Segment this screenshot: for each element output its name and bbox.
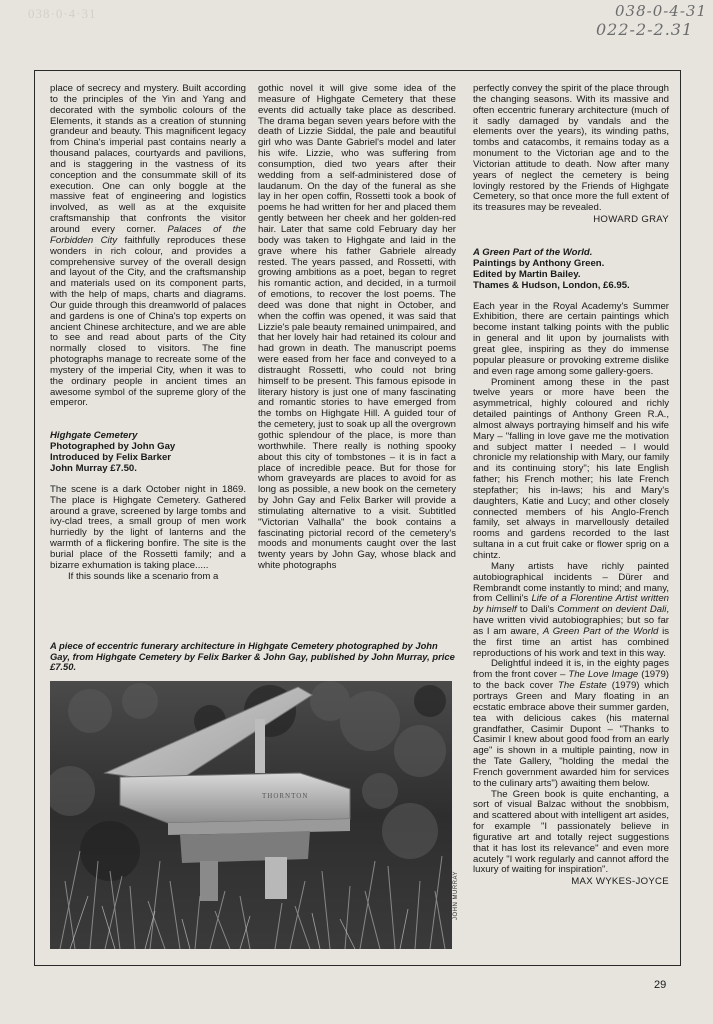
paragraph: If this sounds like a scenario from a [68,570,219,582]
book-title-italic: Comment on devient Dali [557,604,667,616]
text-run: to Dali's [519,604,555,616]
byline: HOWARD GRAY [593,214,669,226]
paragraph: Each year in the Royal Academy's Summer Exhibition, there are certain paintings which become instant talking points with the public in general and lit upon by journalists with great glee, inspiring as they do immense popular pleasure or provoking extreme dislike and even rage among some gallery-goers. [473,300,669,377]
text-run: (1979) which portrays Green and Mary floating in an ecstatic embrace above their summer garden, tea with delicious cakes (his maternal grandfather, Casimir Dupont – "Thanks to Casimir I knew about good food from an early age" is shown in a multiple painting, now in the Tate Gallery, "holding the medal the French government awarded him for services to the culinary arts") awaiting them below. [473,680,669,789]
page-number: 29 [654,979,667,991]
tomb-inscription: THORNTON [262,792,309,800]
review-book-title: A Green Part of the World. [473,246,593,258]
paragraph: Prominent among these in the past twelve years or more have been the asymmetrical, highly coloured and richly detailed paintings of Anthony Green R.A., almost always portraying himself and his wife Mary – "falling in love gave me the motivation and subject matter I needed – I would chronicle my relationship with Mary, our family and its continuing story"; his late English father; his French mother; his late French stepfather; his in-laws; his and Mary's daughters, Katie and Lucy; and other closely connected members of his Anglo-French family, set always in marvellously detailed rooms and gardens recorded to the last sultana in a cut fruit cake or flower sprig on a chintz. [473,376,669,561]
review-publisher-price: Thames & Hudson, London, £6.95. [473,279,630,291]
figure-caption: A piece of eccentric funerary architecture in Highgate Cemetery photographed by John Gay, from Highgate Cemetery by Felix Barker & John Gay, published by John Murray, price £7.50. [50,640,455,673]
text-run: (1979) to the back cover [473,669,669,692]
painting-title-italic: The Love Image [568,669,639,681]
text-run: is the first time an artist has combined reproductions of his work and text in this way. [473,625,669,659]
paragraph: The scene is a dark October night in 1869. The place is Highgate Cemetery. Gathered around a grave, screened by large tombs and ivy-clad trees, a small group of men work hurriedly by the light of lanterns and the warmth of a flickering bonfire. The site is the burial place of the Rossetti family; and a bizarre exhumation is taking place..... [50,483,246,571]
photo-credit: JOHN MURRAY [453,870,459,920]
review-editor: Edited by Martin Bailey. [473,268,581,280]
column-2 [258,84,456,572]
byline: MAX WYKES-JOYCE [571,876,669,888]
review-author: Paintings by Anthony Green. [473,257,605,269]
paragraph [473,562,669,660]
review-introducer: Introduced by Felix Barker [50,452,172,464]
faint-accession-mark: 038·0·4·31 [28,6,97,21]
handwritten-catalogue-number: 038-0-4-31 [615,2,708,20]
review-book-title: Highgate Cemetery [50,430,138,442]
paragraph: The Green book is quite enchanting, a sort of visual Balzac without the snobbism, and scattered about with intelligent art asides, for example "I passionately believe in figurative art and totally reject suggestions that it has lost its relevance" and even more acutely "I work regularly and cannot afford the luxury of waiting for inspiration". [473,788,669,876]
review-heading [50,431,246,475]
book-title-italic: Life of a Florentine Artist written by himself [473,593,669,616]
paragraph: perfectly convey the spirit of the place through the changing seasons. With its massive and often eccentric funerary architecture (much of it sadly damaged by vandals and the elements over the years), its winding paths, tombs and catacombs, it remains today as a monument to the Victorian age and to the Victorian attitude to death. Now after many years of neglect the cemetery is being lovingly restored by the Friends of Highgate Cemetery, so that once more the full extent of its treasures may be revealed. [473,83,669,214]
painting-title-italic: The Estate [558,680,607,692]
review-publisher-price: John Murray £7.50. [50,463,137,475]
text-run: Many artists have richly painted autobiographical incidents – Dürer and Rembrandt come instantly to mind; and many, from Cellini's [473,560,669,605]
tomb-illustration [50,681,452,949]
text-run: Delightful indeed it is, in the eighty pages from the front cover – [473,658,669,681]
column-1 [50,84,246,583]
column-3 [473,84,669,888]
paragraph: gothic novel it will give some idea of the measure of Highgate Cemetery that these events did actually take place as described. The drama began seven years before with the death of Lizzie Siddal, the pale and beautiful girl who was Dante Gabriel's model and later his wife. Lizzie, who was suffering from consumption, died two years after their wedding from a self-administered dose of laudanum. On the day of the funeral as she lay in her open coffin, Rossetti took a book of poems he had written for her and placed them gently between her cheek and her golden-red hair. Later that same cold February day her body was taken to Highgate and laid in the grave where his father Gabriele already rested. The years passed, and Rossetti, with growing ambitions as a poet, began to regret his romantic action, and decided, in a turmoil of emotions, to recover the lost poems. The deed was done that night in October, and when the coffin was opened, it was said that Lizzie's pale beauty remained unimpaired, and that her lovely hair had retained its colour and had grown in death. The manuscript poems were eased from her face and conveyed to a distraught Rossetti, who could not bring himself to be present. This famous episode in literary history is just one of many fascinating and romantic stories to have emerged from the tombs on Highgate Hill. A guided tour of the cemetery, just to soak up all the overgrown gothic splendour of the place, is more than worthwhile. There really is nothing spooky about this city of tombstones – it is in fact a place of incredible peace. But for those for whom graveyards are places to avoid for as long as possible, a new book on the cemetery by John Gay and Felix Barker will provide a stimulating alternative to a visit. Subtitled "Victorian Valhalla" the book contains a fascinating pictorial record of the cemetery's moods and monuments caught over the last twenty years by John Gay, whose black and white photographs [258,83,456,572]
review-photographer: Photographed by John Gay [50,441,176,453]
handwritten-catalogue-number-2: 022-2-2.31 [596,20,694,39]
paragraph [473,659,669,789]
text-run: place of secrecy and mystery. Built according to the principles of the Yin and Yang and decorated with the symbolic colours of the Elements, it stands as a creation of stunning grandeur and beauty. This magnificent legacy from China's imperial past contains nearly a thousand palaces, courtyards and pavilions, and is staggering in the vastness of its conception and the consummate skill of its execution. One can only boggle at the massive feat of engineering and logistics involved, as well as at the exquisite craftsmanship that confronts the visitor around every corner. [50,83,246,235]
cemetery-photograph [50,681,452,949]
review-heading [473,248,669,292]
text-run: , have written vivid autobiographies; but so far as I am aware, [473,604,670,637]
book-title-italic: Palaces of the Forbidden City [50,223,246,246]
text-run: faithfully reproduces these wonders in rich colour, and provides a comprehensive survey of the overall design and layout of the City, and the craftsmanship and materials used on its component parts, with the help of maps, charts and diagrams. Our guide through this dreamworld of palaces and gardens is one of China's top experts on ancient Chinese architecture, and we are able to see and read about parts of the City normally closed to visitors. The fine photographs manage to recreate some of the mystery of the imperial City, when it was to the ordinary people in ancient times an awesome symbol of the supreme glory of the emperor. [50,234,246,409]
paragraph [50,84,246,409]
book-title-italic: A Green Part of the World [542,625,659,637]
